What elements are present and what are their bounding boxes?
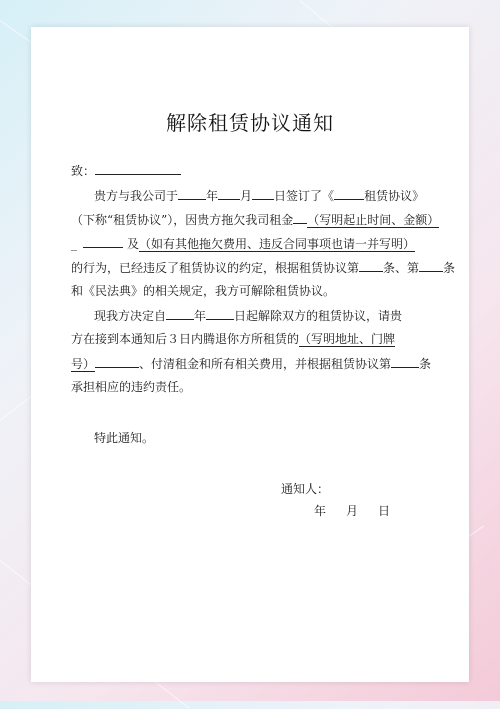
text: 的行为，已经违反了租赁协议的约定，根据租赁协议第 — [71, 261, 360, 275]
other-arrears-note: （如有其他拖欠费用、违反合同事项也请一并写明） — [139, 237, 416, 251]
p2-line4: 承担相应的违约责任。 — [71, 380, 192, 394]
p2-line2 — [71, 332, 395, 346]
text: 、付清租金和所有相关费用，并根据租赁协议第 — [139, 357, 392, 371]
p1-line4 — [71, 260, 455, 275]
address-note-cont: 号） — [71, 357, 96, 371]
p1-line2 — [71, 212, 439, 227]
text: 条 — [419, 357, 432, 371]
document-title: 解除租赁协议通知 — [166, 111, 334, 135]
date-day: 日 — [378, 504, 391, 518]
text: 年 — [194, 309, 207, 323]
day-blank[interactable] — [252, 188, 274, 200]
salutation-line — [71, 163, 181, 178]
clause-blank[interactable] — [419, 260, 443, 272]
text: 年 — [206, 189, 219, 203]
p1-line1 — [94, 188, 424, 203]
text: 日签订了《 — [274, 189, 335, 203]
date-year: 年 — [314, 504, 327, 518]
text: 租赁协议》 — [364, 189, 425, 203]
amount-blank[interactable] — [83, 236, 123, 248]
address-blank[interactable] — [95, 356, 139, 368]
signer-label: 通知人： — [281, 482, 330, 496]
month-blank[interactable] — [218, 188, 240, 200]
salutation-label: 致： — [71, 164, 96, 178]
clause-blank[interactable] — [359, 260, 383, 272]
text: 及 — [127, 237, 140, 251]
text: （下称“租赁协议”），因贵方拖欠我司租金 — [71, 213, 294, 227]
p1-line5: 和《民法典》的相关规定，我方可解除租赁协议。 — [71, 284, 336, 298]
closing-text: 特此通知。 — [94, 431, 155, 445]
date-line — [314, 504, 410, 518]
text: 方在接到本通知后３日内腾退你方所租赁的 — [71, 332, 300, 346]
recipient-blank[interactable] — [95, 163, 181, 175]
year-blank[interactable] — [166, 308, 194, 320]
p1-line3 — [71, 236, 415, 251]
date-blank[interactable] — [206, 308, 234, 320]
rent-blank[interactable] — [293, 212, 307, 224]
clause-blank[interactable] — [391, 356, 419, 368]
agreement-name-blank[interactable] — [334, 188, 364, 200]
text: 条、第 — [383, 261, 420, 275]
date-month: 月 — [346, 504, 359, 518]
text: 条 — [443, 261, 456, 275]
text: _ — [71, 237, 77, 251]
document-page — [31, 27, 469, 682]
text: 月 — [240, 189, 253, 203]
text: 现我方决定自 — [94, 309, 167, 323]
text: 日起解除双方的租赁协议，请贵 — [234, 309, 403, 323]
rent-note: （写明起止时间、金额） — [307, 213, 440, 227]
address-note: （写明地址、门牌 — [299, 332, 396, 346]
year-blank[interactable] — [178, 188, 206, 200]
p2-line1 — [94, 308, 402, 323]
p2-line3 — [71, 356, 431, 371]
text: 贵方与我公司于 — [94, 189, 179, 203]
